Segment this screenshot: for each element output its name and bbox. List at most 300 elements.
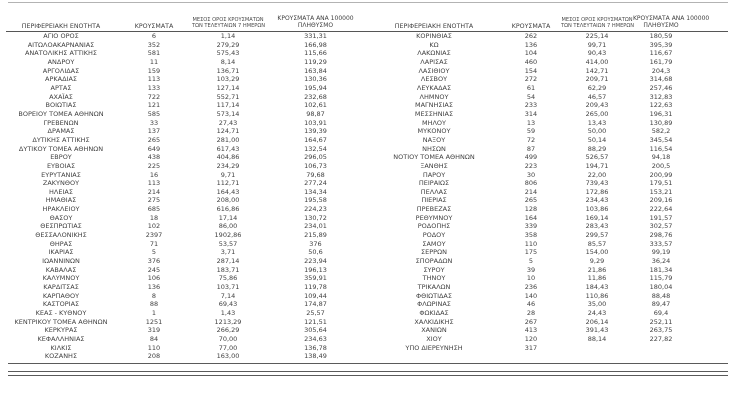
cases-cell: 358 — [524, 231, 538, 240]
table-row — [367, 326, 728, 335]
spacer-cell — [689, 344, 728, 353]
cases-cell: 214 — [147, 187, 161, 196]
avg-7day-cell: 46,57 — [587, 92, 607, 101]
table-row — [367, 214, 728, 223]
region-name-cell: ΚΑΣΤΟΡΙΑΣ — [42, 300, 80, 309]
cases-cell: 39 — [526, 265, 536, 274]
avg-7day-cell: 526,57 — [585, 153, 609, 162]
cases-cell: 133 — [147, 83, 161, 92]
table-row — [6, 318, 367, 327]
region-name-cell: ΑΝΑΤΟΛΙΚΗΣ ΑΤΤΙΚΗΣ — [24, 49, 98, 58]
table-row — [6, 205, 367, 214]
cases-cell: 33 — [149, 118, 159, 127]
cases-cell: 1251 — [145, 317, 163, 326]
avg-7day-cell: 88,29 — [587, 144, 607, 153]
avg-7day-cell: 209,43 — [585, 101, 609, 110]
avg-7day-cell: 234,43 — [585, 196, 609, 205]
column-header-per100k-line1: ΚΡΟΥΣΜΑΤΑ ΑΝΑ 100000 — [633, 15, 710, 23]
cases-cell: 11 — [149, 57, 159, 66]
per-100k-cell: 106,73 — [304, 161, 327, 170]
column-header-per100k-line1: ΚΡΟΥΣΜΑΤΑ ΑΝΑ 100000 — [277, 15, 354, 23]
table-row — [367, 101, 728, 110]
avg-7day-cell: 9,29 — [589, 257, 605, 266]
table-row — [367, 136, 728, 145]
avg-7day-cell: 391,43 — [585, 326, 609, 335]
spacer-cell — [689, 300, 728, 309]
region-name-cell: ΣΑΜΟΥ — [422, 239, 446, 248]
cases-cell: 265 — [524, 196, 538, 205]
cases-cell: 585 — [147, 109, 161, 118]
avg-7day-cell: 281,00 — [216, 135, 240, 144]
per-100k-cell: 195,94 — [304, 83, 327, 92]
spacer-cell — [689, 49, 728, 58]
table-row — [367, 41, 728, 50]
table-row — [367, 145, 728, 154]
cases-cell: 121 — [147, 101, 161, 110]
table-row — [367, 162, 728, 171]
avg-7day-cell: 50,00 — [587, 127, 607, 136]
avg-7day-cell: 86,00 — [218, 222, 238, 231]
avg-7day-cell: 1902,86 — [214, 231, 242, 240]
per-100k-cell: 179,51 — [649, 179, 673, 188]
table-row — [6, 41, 367, 50]
per-100k-cell: 166,98 — [304, 40, 327, 49]
table-row — [367, 49, 728, 58]
per-100k-cell: 222,64 — [649, 205, 673, 214]
cases-cell: 314 — [524, 109, 538, 118]
cases-cell: 128 — [524, 205, 538, 214]
region-name-cell: ΚΑΛΥΜΝΟΥ — [42, 274, 80, 283]
region-name-cell: ΘΑΣΟΥ — [49, 213, 73, 222]
table-row — [6, 283, 367, 292]
spacer-cell — [689, 196, 728, 205]
table-row — [367, 84, 728, 93]
region-name-cell: ΝΑΞΟΥ — [422, 135, 446, 144]
region-name-cell: ΕΒΡΟΥ — [50, 153, 72, 162]
per-100k-cell: 181,34 — [649, 265, 673, 274]
per-100k-cell: 180,59 — [649, 32, 673, 40]
table-row — [367, 266, 728, 275]
avg-7day-cell: 69,43 — [218, 300, 238, 309]
avg-7day-cell: 142,71 — [585, 66, 609, 75]
cases-cell: 267 — [524, 317, 538, 326]
spacer-cell — [689, 32, 728, 41]
cases-cell: 233 — [524, 101, 538, 110]
table-row — [367, 292, 728, 301]
cases-cell: 110 — [147, 343, 161, 352]
cases-cell: 275 — [147, 196, 161, 205]
table-row — [6, 84, 367, 93]
region-name-cell: ΚΙΛΚΙΣ — [50, 343, 72, 352]
avg-7day-cell: 287,14 — [216, 257, 240, 266]
cases-cell: 159 — [147, 66, 161, 75]
region-name-cell: ΦΩΚΙΔΑΣ — [419, 309, 449, 317]
per-100k-cell: 174,87 — [304, 300, 327, 309]
avg-7day-cell: 85,57 — [587, 239, 607, 248]
region-name-cell: ΣΠΟΡΑΔΩΝ — [415, 257, 453, 266]
avg-7day-cell: 11,86 — [587, 274, 607, 283]
avg-7day-cell: 99,71 — [587, 40, 607, 49]
avg-7day-cell: 24,43 — [587, 309, 607, 317]
per-100k-cell: 102,61 — [304, 101, 327, 110]
avg-7day-cell: 70,00 — [218, 334, 238, 343]
table-row — [367, 110, 728, 119]
table-row — [367, 318, 728, 327]
region-name-cell: ΚΑΡΠΑΘΟΥ — [42, 291, 80, 300]
per-100k-cell: 25,57 — [306, 309, 325, 317]
cases-cell: 175 — [524, 248, 538, 257]
cases-cell: 84 — [149, 334, 159, 343]
region-name-cell: ΠΕΛΛΑΣ — [420, 187, 448, 196]
region-name-cell: ΚΟΡΙΝΘΙΑΣ — [416, 32, 452, 40]
avg-7day-cell: 414,00 — [585, 57, 609, 66]
per-100k-cell: 99,19 — [651, 248, 671, 257]
avg-7day-cell: 50,14 — [587, 135, 607, 144]
region-name-cell: ΝΟΤΙΟΥ ΤΟΜΕΑ ΑΘΗΝΩΝ — [393, 153, 475, 162]
region-name-cell: ΤΗΝΟΥ — [422, 274, 446, 283]
avg-7day-cell: 194,71 — [585, 161, 609, 170]
cases-cell: 649 — [147, 144, 161, 153]
table-row — [6, 67, 367, 76]
cases-cell: 113 — [147, 75, 161, 84]
table-row — [6, 171, 367, 180]
region-name-cell: ΕΥΡΥΤΑΝΙΑΣ — [41, 170, 81, 179]
avg-7day-cell: 265,00 — [585, 109, 609, 118]
cases-cell: 581 — [147, 49, 161, 58]
cases-table-right — [367, 9, 728, 352]
region-name-cell: ΠΕΙΡΑΙΩΣ — [418, 179, 450, 188]
spacer-cell — [689, 240, 728, 249]
per-100k-cell: 196,31 — [649, 109, 673, 118]
column-header-cases: ΚΡΟΥΣΜΑΤΑ — [116, 9, 192, 32]
cases-cell: 16 — [149, 170, 159, 179]
spacer-cell — [689, 75, 728, 84]
per-100k-cell: 263,75 — [649, 326, 673, 335]
table-row — [6, 214, 367, 223]
avg-7day-cell: 225,14 — [585, 32, 609, 40]
spacer-cell — [689, 58, 728, 67]
region-name-cell: ΛΑΚΩΝΙΑΣ — [417, 49, 451, 58]
region-name-cell: ΛΕΣΒΟΥ — [420, 75, 448, 84]
cases-cell: 317 — [524, 343, 538, 352]
avg-7day-cell: 573,14 — [216, 109, 240, 118]
table-row — [6, 127, 367, 136]
region-name-cell: ΜΗΛΟΥ — [421, 118, 447, 127]
cases-cell: 236 — [524, 283, 538, 292]
table-header — [367, 9, 728, 32]
per-100k-cell: 161,79 — [649, 57, 673, 66]
avg-7day-cell: 75,86 — [218, 274, 238, 283]
region-name-cell: ΒΟΙΩΤΙΑΣ — [45, 101, 77, 110]
cases-cell: 136 — [524, 40, 538, 49]
per-100k-cell: 191,57 — [649, 213, 673, 222]
cases-cell: 30 — [526, 170, 536, 179]
per-100k-cell — [633, 344, 689, 353]
avg-7day-cell: 7,14 — [220, 291, 236, 300]
column-header-region: ΠΕΡΙΦΕΡΕΙΑΚΗ ΕΝΟΤΗΤΑ — [367, 9, 501, 32]
per-100k-cell: 139,39 — [304, 127, 327, 136]
spacer-cell — [689, 318, 728, 327]
cases-cell: 110 — [524, 239, 538, 248]
region-name-cell: ΦΛΩΡΙΝΑΣ — [417, 300, 451, 309]
table-row — [367, 119, 728, 128]
table-row — [6, 188, 367, 197]
avg-7day-cell: 103,71 — [216, 283, 240, 292]
table-row — [6, 75, 367, 84]
region-name-cell: ΘΕΣΣΑΛΟΝΙΚΗΣ — [35, 231, 87, 240]
per-100k-cell: 132,54 — [304, 144, 327, 153]
table-row — [367, 248, 728, 257]
region-name-cell: ΞΑΝΘΗΣ — [420, 161, 448, 170]
table-row — [6, 58, 367, 67]
avg-7day-cell: 552,71 — [216, 92, 240, 101]
spacer-cell — [689, 41, 728, 50]
per-100k-cell: 196,13 — [304, 265, 327, 274]
table-body-left — [6, 32, 367, 361]
region-name-cell: ΧΑΛΚΙΔΙΚΗΣ — [414, 317, 454, 326]
spacer-cell — [689, 231, 728, 240]
region-name-cell: ΔΡΑΜΑΣ — [47, 127, 75, 136]
per-100k-cell: 227,82 — [649, 334, 673, 343]
avg-7day-cell — [561, 344, 633, 353]
cases-cell: 272 — [524, 75, 538, 84]
avg-7day-cell: 1213,29 — [214, 317, 242, 326]
spacer-cell — [689, 145, 728, 154]
region-name-cell: ΚΕΡΚΥΡΑΣ — [44, 326, 78, 335]
cases-cell: 140 — [524, 291, 538, 300]
table-row — [367, 283, 728, 292]
avg-7day-cell: 169,14 — [585, 213, 609, 222]
per-100k-cell: 98,87 — [306, 109, 325, 118]
spacer-cell — [689, 127, 728, 136]
per-100k-cell: 195,58 — [304, 196, 327, 205]
per-100k-cell: 122,63 — [649, 101, 673, 110]
cases-cell: 319 — [147, 326, 161, 335]
region-name-cell: ΚΕΦΑΛΛΗΝΙΑΣ — [37, 334, 85, 343]
per-100k-cell: 119,78 — [304, 283, 327, 292]
table-row — [367, 344, 728, 353]
table-header — [6, 9, 367, 32]
region-name-cell: ΔΥΤΙΚΗΣ ΑΤΤΙΚΗΣ — [32, 135, 90, 144]
region-name-cell: ΜΥΚΟΝΟΥ — [417, 127, 451, 136]
region-name-cell: ΚΑΡΔΙΤΣΑΣ — [43, 283, 79, 292]
avg-7day-cell: 103,86 — [585, 205, 609, 214]
per-100k-cell: 115,66 — [304, 49, 327, 58]
cases-cell: 28 — [526, 309, 536, 317]
region-name-cell: ΥΠΟ ΔΙΕΡΕΥΝΗΣΗ — [405, 343, 463, 352]
spacer-cell — [689, 153, 728, 162]
region-name-cell: ΑΝΔΡΟΥ — [47, 57, 75, 66]
per-100k-cell: 314,68 — [649, 75, 673, 84]
cases-cell: 806 — [524, 179, 538, 188]
region-name-cell: ΑΓΙΟ ΟΡΟΣ — [43, 32, 79, 40]
header-row — [367, 9, 728, 32]
table-row — [6, 110, 367, 119]
per-100k-cell: 103,91 — [304, 118, 327, 127]
cases-cell: 102 — [147, 222, 161, 231]
table-row — [367, 300, 728, 309]
table-row — [367, 222, 728, 231]
region-name-cell: ΗΜΑΘΙΑΣ — [45, 196, 77, 205]
avg-7day-cell: 206,14 — [585, 317, 609, 326]
per-100k-cell: 359,91 — [304, 274, 327, 283]
table-body-right — [367, 32, 728, 353]
table-row — [6, 196, 367, 205]
region-name-cell: ΧΑΝΙΩΝ — [421, 326, 447, 335]
avg-7day-cell: 9,71 — [220, 170, 236, 179]
avg-7day-cell: 22,00 — [587, 170, 607, 179]
region-name-cell: ΝΗΣΩΝ — [422, 144, 446, 153]
spacer-cell — [689, 335, 728, 344]
table-row — [6, 153, 367, 162]
avg-7day-cell: 154,00 — [585, 248, 609, 257]
per-100k-cell: 296,05 — [304, 153, 327, 162]
table-row — [367, 93, 728, 102]
avg-7day-cell: 279,29 — [216, 40, 240, 49]
table-row — [6, 257, 367, 266]
table-row — [367, 196, 728, 205]
cases-cell: 223 — [524, 161, 538, 170]
table-row — [6, 335, 367, 344]
top-rule — [8, 2, 728, 3]
region-name-cell: ΚΕΝΤΡΙΚΟΥ ΤΟΜΕΑ ΑΘΗΝΩΝ — [14, 317, 108, 326]
per-100k-cell: 136,78 — [304, 343, 327, 352]
table-row — [6, 136, 367, 145]
per-100k-cell: 180,04 — [649, 283, 673, 292]
avg-7day-cell: 266,29 — [216, 326, 240, 335]
cases-cell: 10 — [526, 274, 536, 283]
cases-cell: 245 — [147, 265, 161, 274]
table-row — [367, 171, 728, 180]
per-100k-cell: 333,57 — [649, 239, 673, 248]
avg-7day-cell: 35,00 — [587, 300, 607, 309]
cases-cell: 265 — [147, 135, 161, 144]
avg-7day-cell: 616,86 — [216, 205, 240, 214]
region-name-cell: ΚΕΑΣ - ΚΥΘΝΟΥ — [35, 309, 87, 317]
table-row — [6, 32, 367, 41]
cases-cell: 214 — [524, 187, 538, 196]
table-row — [6, 179, 367, 188]
table-row — [6, 326, 367, 335]
header-row — [6, 9, 367, 32]
spacer-cell — [689, 292, 728, 301]
per-100k-cell: 376 — [309, 239, 322, 248]
avg-7day-cell: 21,86 — [587, 265, 607, 274]
avg-7day-cell: 163,00 — [216, 352, 240, 361]
avg-7day-cell: 27,43 — [218, 118, 238, 127]
region-name-cell: ΚΑΒΑΛΑΣ — [45, 265, 77, 274]
cases-cell: 1 — [151, 309, 157, 317]
region-name-cell: ΛΑΣΙΘΙΟΥ — [418, 66, 450, 75]
region-name-cell: ΜΑΓΝΗΣΙΑΣ — [414, 101, 453, 110]
column-header-region: ΠΕΡΙΦΕΡΕΙΑΚΗ ΕΝΟΤΗΤΑ — [6, 9, 116, 32]
table-row — [6, 344, 367, 353]
region-name-cell: ΒΟΡΕΙΟΥ ΤΟΜΕΑ ΑΘΗΝΩΝ — [18, 109, 104, 118]
per-100k-cell: 215,89 — [304, 231, 327, 240]
per-100k-cell: 134,34 — [304, 187, 327, 196]
avg-7day-cell: 103,29 — [216, 75, 240, 84]
spacer-cell — [689, 274, 728, 283]
region-name-cell: ΙΚΑΡΙΑΣ — [48, 248, 74, 257]
region-name-cell: ΛΑΡΙΣΑΣ — [420, 57, 448, 66]
region-name-cell: ΑΡΓΟΛΙΔΑΣ — [42, 66, 80, 75]
table-row — [6, 49, 367, 58]
avg-7day-cell: 112,71 — [216, 179, 240, 188]
cases-cell: 72 — [526, 135, 536, 144]
per-100k-cell: 115,79 — [649, 274, 673, 283]
avg-7day-cell: 208,00 — [216, 196, 240, 205]
per-100k-cell: 130,36 — [304, 75, 327, 84]
region-name-cell: ΑΙΤΩΛΟΑΚΑΡΝΑΝΙΑΣ — [27, 40, 95, 49]
region-name-cell: ΠΑΡΟΥ — [422, 170, 446, 179]
per-100k-cell: 234,01 — [304, 222, 327, 231]
per-100k-cell: 232,68 — [304, 92, 327, 101]
cases-cell: 46 — [526, 300, 536, 309]
per-100k-cell: 119,29 — [304, 57, 327, 66]
column-header-avg7 — [561, 9, 633, 32]
cases-cell: 208 — [147, 352, 161, 361]
region-name-cell: ΛΗΜΝΟΥ — [419, 92, 449, 101]
region-name-cell: ΙΩΑΝΝΙΝΩΝ — [42, 257, 80, 266]
per-100k-cell: 138,49 — [304, 352, 327, 361]
table-row — [367, 75, 728, 84]
per-100k-cell: 50,6 — [308, 248, 323, 257]
spacer-cell — [689, 101, 728, 110]
column-header-per100k-line2: ΠΛΗΘΥΣΜΟ — [643, 22, 679, 30]
per-100k-cell: 109,44 — [304, 291, 327, 300]
cases-cell: 722 — [147, 92, 161, 101]
cases-cell: 87 — [526, 144, 536, 153]
column-header-per100k — [633, 9, 710, 32]
table-row — [367, 179, 728, 188]
per-100k-cell: 209,16 — [649, 196, 673, 205]
region-name-cell: ΧΙΟΥ — [426, 334, 442, 343]
cases-cell: 5 — [528, 257, 534, 266]
per-100k-cell: 312,83 — [649, 92, 673, 101]
spacer-cell — [689, 214, 728, 223]
cases-cell: 154 — [524, 66, 538, 75]
avg-7day-cell: 1,14 — [220, 32, 236, 40]
per-100k-cell: 345,54 — [649, 135, 673, 144]
region-name-cell: ΛΕΥΚΑΔΑΣ — [416, 83, 452, 92]
table-row — [6, 240, 367, 249]
avg-7day-cell: 124,71 — [216, 127, 240, 136]
per-100k-cell: 130,72 — [304, 213, 327, 222]
per-100k-cell: 223,94 — [304, 257, 327, 266]
avg-7day-cell: 17,14 — [218, 213, 238, 222]
per-100k-cell: 252,11 — [649, 317, 673, 326]
spacer-cell — [689, 248, 728, 257]
table-row — [367, 274, 728, 283]
avg-7day-cell: 8,14 — [220, 57, 236, 66]
cases-cell: 413 — [524, 326, 538, 335]
table-row — [367, 309, 728, 318]
spacer-cell — [689, 84, 728, 93]
region-name-cell: ΣΥΡΟΥ — [423, 265, 445, 274]
region-name-cell: ΓΡΕΒΕΝΩΝ — [43, 118, 79, 127]
avg-7day-cell: 739,43 — [585, 179, 609, 188]
column-header-cases: ΚΡΟΥΣΜΑΤΑ — [501, 9, 561, 32]
avg-7day-cell: 172,86 — [585, 187, 609, 196]
per-100k-cell: 277,24 — [304, 179, 327, 188]
table-row — [367, 67, 728, 76]
avg-7day-cell: 62,29 — [587, 83, 607, 92]
region-name-cell: ΗΛΕΙΑΣ — [49, 187, 73, 196]
avg-7day-cell: 299,57 — [585, 231, 609, 240]
cases-cell: 352 — [147, 40, 161, 49]
region-name-cell: ΡΟΔΟΥ — [422, 231, 446, 240]
table-row — [367, 240, 728, 249]
